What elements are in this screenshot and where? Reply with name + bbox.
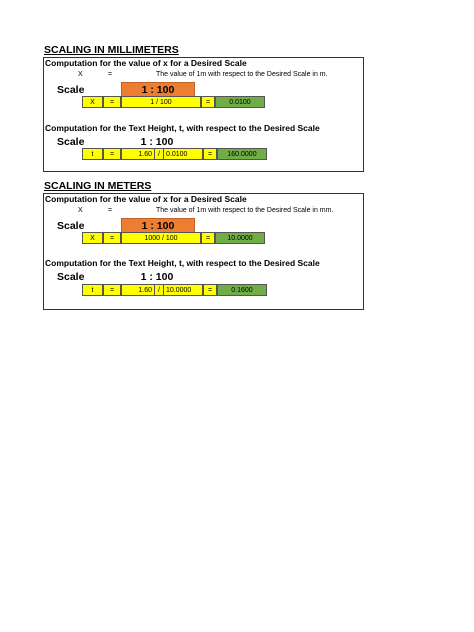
x-eq2-cell: =: [201, 232, 215, 244]
x-var-cell: X: [82, 232, 103, 244]
def-description: The value of 1m with respect to the Desired Scale in mm.: [156, 207, 334, 214]
section-heading-millimeters: SCALING IN MILLIMETERS: [44, 44, 179, 56]
t-denominator-cell: 0.0100: [163, 148, 203, 160]
t-slash-cell: /: [155, 148, 163, 160]
scale-ratio-value: 1 : 100: [141, 220, 175, 232]
x-eq-cell: =: [103, 96, 121, 108]
def-x-label: X: [78, 207, 83, 214]
t-eq2-cell: =: [203, 148, 217, 160]
scale-ratio-value: 1 : 100: [141, 84, 175, 96]
x-result-cell: 0.0100: [215, 96, 265, 108]
x-var-cell: X: [82, 96, 103, 108]
t-scale-label: Scale: [57, 136, 85, 148]
x-result-cell: 10.0000: [215, 232, 265, 244]
section-heading-meters: SCALING IN METERS: [44, 180, 152, 192]
scale-label: Scale: [57, 220, 85, 232]
x-expression-cell: 1 / 100: [121, 96, 201, 108]
def-description: The value of 1m with respect to the Desired Scale in m.: [156, 71, 328, 78]
t-numerator-cell: 1.60: [121, 284, 155, 296]
t-scale-ratio: 1 : 100: [140, 136, 174, 148]
x-calc-row: [82, 96, 265, 108]
scale-label: Scale: [57, 84, 85, 96]
t-eq-cell: =: [103, 284, 121, 296]
t-result-cell: 160.0000: [217, 148, 267, 160]
x-eq-cell: =: [103, 232, 121, 244]
t-computation-title: Computation for the Text Height, t, with respect to the Desired Scale: [45, 258, 320, 268]
def-equals: =: [108, 207, 113, 214]
t-scale-ratio: 1 : 100: [140, 271, 174, 283]
t-numerator-cell: 1.60: [121, 148, 155, 160]
t-calc-row: [82, 284, 267, 296]
def-equals: =: [108, 71, 113, 78]
t-eq-cell: =: [103, 148, 121, 160]
x-expression-cell: 1000 / 100: [121, 232, 201, 244]
t-var-cell: t: [82, 284, 103, 296]
t-result-cell: 0.1600: [217, 284, 267, 296]
def-x-label: X: [78, 71, 83, 78]
t-denominator-cell: 10.0000: [163, 284, 203, 296]
x-eq2-cell: =: [201, 96, 215, 108]
x-computation-title: Computation for the value of x for a Desired Scale: [45, 194, 247, 204]
x-calc-row: [82, 232, 265, 244]
t-slash-cell: /: [155, 284, 163, 296]
x-computation-title: Computation for the value of x for a Desired Scale: [45, 58, 247, 68]
t-var-cell: t: [82, 148, 103, 160]
t-eq2-cell: =: [203, 284, 217, 296]
t-calc-row: [82, 148, 267, 160]
t-computation-title: Computation for the Text Height, t, with respect to the Desired Scale: [45, 123, 320, 133]
t-scale-label: Scale: [57, 271, 85, 283]
